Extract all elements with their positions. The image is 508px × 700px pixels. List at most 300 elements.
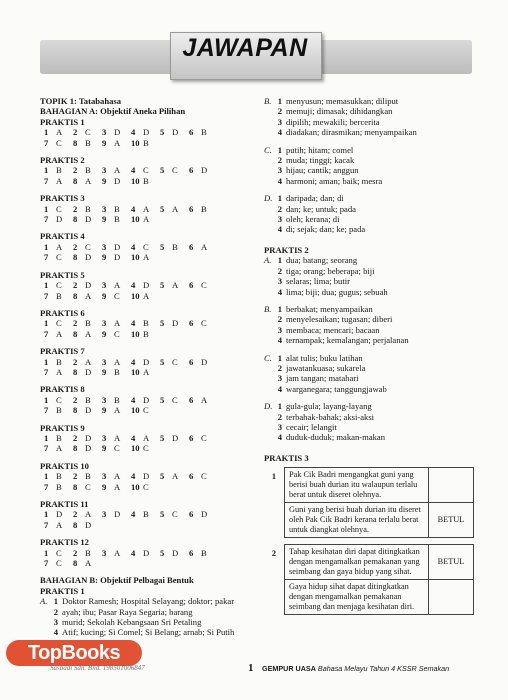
group-label bbox=[40, 607, 52, 617]
answer-number: 4 bbox=[131, 280, 136, 291]
answer-number: 6 bbox=[189, 127, 194, 138]
answer-item bbox=[160, 433, 189, 443]
answer-letter: D bbox=[114, 127, 121, 138]
answer-letter: B bbox=[85, 137, 91, 148]
answer-letter: C bbox=[114, 328, 120, 339]
answer-item bbox=[131, 405, 160, 415]
answer-letter: A bbox=[114, 432, 121, 443]
answer-letter: D bbox=[56, 214, 63, 225]
answer-number: 8 bbox=[73, 405, 78, 416]
item-text: membaca; mencari; bacaan bbox=[286, 324, 380, 335]
answer-number: 8 bbox=[73, 290, 78, 301]
answer-number: 2 bbox=[73, 165, 78, 176]
answer-row bbox=[40, 127, 258, 137]
answer-item bbox=[189, 204, 218, 214]
answer-item bbox=[73, 252, 102, 262]
answer-item bbox=[73, 471, 102, 481]
group-label bbox=[264, 325, 276, 335]
answer-row bbox=[40, 548, 258, 558]
answer-letter: A bbox=[56, 443, 63, 454]
answer-letter: A bbox=[114, 318, 121, 329]
answer-item bbox=[160, 204, 189, 214]
answer-number: 3 bbox=[102, 203, 107, 214]
answer-item bbox=[73, 318, 102, 328]
answer-letter: D bbox=[201, 356, 208, 367]
answer-item bbox=[102, 138, 131, 148]
table-row bbox=[264, 468, 474, 503]
answer-number: 6 bbox=[189, 471, 194, 482]
answer-item bbox=[102, 471, 131, 481]
item-number: 4 bbox=[53, 627, 58, 638]
answer-number: 9 bbox=[102, 175, 107, 186]
item-text: hijau; cantik; anggun bbox=[286, 165, 359, 176]
answer-item bbox=[102, 433, 131, 443]
answer-item bbox=[44, 405, 73, 415]
praktis-heading: PRAKTIS 3 bbox=[40, 193, 85, 204]
group-label bbox=[264, 106, 276, 116]
answer-letter: A bbox=[85, 558, 92, 569]
list-item bbox=[40, 627, 258, 637]
answer-item bbox=[102, 395, 131, 405]
list-item bbox=[264, 255, 474, 265]
item-number: 1 bbox=[277, 255, 282, 266]
answer-item bbox=[189, 280, 218, 290]
right-column bbox=[264, 96, 474, 615]
answer-item bbox=[189, 242, 218, 252]
answer-item bbox=[44, 433, 73, 443]
answer-letter: B bbox=[114, 394, 120, 405]
answer-item bbox=[44, 127, 73, 137]
answer-number: 10 bbox=[131, 214, 140, 225]
answer-row bbox=[40, 252, 258, 262]
answer-number: 8 bbox=[73, 519, 78, 530]
list-item bbox=[264, 224, 474, 234]
list-item bbox=[264, 335, 474, 345]
list-item bbox=[264, 304, 474, 314]
answer-number: 8 bbox=[73, 175, 78, 186]
item-number: 4 bbox=[277, 286, 282, 297]
sentence-cell: Gaya hidup sihat dapat ditingkatkan dengan mengamalkan pemakanan seimbang dan menjaga kesihatan diri. bbox=[285, 580, 429, 615]
question-number: 1 bbox=[271, 471, 277, 481]
answer-number: 1 bbox=[44, 471, 49, 482]
answer-number: 7 bbox=[44, 558, 49, 569]
answer-number: 4 bbox=[131, 203, 136, 214]
answer-number: 6 bbox=[189, 547, 194, 558]
item-number: 1 bbox=[53, 596, 58, 607]
group-label bbox=[264, 165, 276, 175]
answer-letter: C bbox=[85, 127, 91, 138]
group-label bbox=[264, 266, 276, 276]
answer-item bbox=[131, 471, 160, 481]
answer-item bbox=[189, 127, 218, 137]
answer-item bbox=[189, 165, 218, 175]
answer-letter: A bbox=[172, 203, 179, 214]
answer-item bbox=[131, 127, 160, 137]
answer-letter: A bbox=[56, 241, 63, 252]
item-number: 3 bbox=[277, 276, 282, 287]
answer-item bbox=[102, 405, 131, 415]
list-item bbox=[40, 596, 258, 606]
answer-letter: D bbox=[172, 547, 179, 558]
answer-item bbox=[189, 395, 218, 405]
table-row bbox=[264, 580, 474, 615]
answer-number: 9 bbox=[102, 137, 107, 148]
footer-publisher-note: Sasbadi Sdn. Bhd. 198501006847 bbox=[50, 664, 145, 672]
answer-item bbox=[44, 471, 73, 481]
item-text: gula-gula; layang-layang bbox=[286, 401, 372, 412]
answer-item bbox=[160, 395, 189, 405]
list-item bbox=[264, 314, 474, 324]
answer-letter: D bbox=[143, 127, 150, 138]
answer-item bbox=[73, 204, 102, 214]
praktis1-continued-groups bbox=[264, 96, 474, 235]
item-text: memuji; dimasak; dihidangkan bbox=[286, 106, 393, 117]
answer-number: 8 bbox=[73, 481, 78, 492]
item-number: 1 bbox=[277, 303, 282, 314]
answer-number: 5 bbox=[160, 547, 165, 558]
answer-item bbox=[102, 509, 131, 519]
answer-item bbox=[102, 548, 131, 558]
answer-item bbox=[160, 357, 189, 367]
answer-item bbox=[189, 318, 218, 328]
answer-number: 3 bbox=[102, 547, 107, 558]
answer-item bbox=[102, 291, 131, 301]
list-item bbox=[264, 214, 474, 224]
answer-number: 1 bbox=[44, 318, 49, 329]
list-item bbox=[264, 106, 474, 116]
answer-number: 2 bbox=[73, 203, 78, 214]
item-number: 3 bbox=[277, 421, 282, 432]
answer-item bbox=[44, 138, 73, 148]
item-text: selaras; lima; butir bbox=[286, 276, 350, 287]
answer-row bbox=[40, 443, 258, 453]
answer-number: 1 bbox=[44, 356, 49, 367]
group-label: B. bbox=[264, 96, 272, 106]
group-label bbox=[264, 384, 276, 394]
item-number: 4 bbox=[277, 224, 282, 235]
answer-letter: D bbox=[143, 356, 150, 367]
answer-item bbox=[189, 509, 218, 519]
answer-number: 10 bbox=[131, 328, 140, 339]
answer-number: 4 bbox=[131, 318, 136, 329]
page-title: JAWAPAN bbox=[182, 34, 308, 62]
answer-item bbox=[102, 165, 131, 175]
answer-letter: D bbox=[85, 432, 92, 443]
praktis2-groups bbox=[264, 255, 474, 443]
group-label bbox=[264, 155, 276, 165]
answer-item bbox=[73, 405, 102, 415]
answer-letter: C bbox=[143, 405, 149, 416]
list-item bbox=[40, 617, 258, 627]
answer-item bbox=[160, 471, 189, 481]
answer-item bbox=[131, 165, 160, 175]
list-item bbox=[264, 127, 474, 137]
answer-row bbox=[40, 242, 258, 252]
item-text: ayah; ibu; Pasar Raya Segaria; barang bbox=[62, 606, 193, 617]
answer-letter: D bbox=[85, 214, 92, 225]
answer-number: 9 bbox=[102, 252, 107, 263]
answer-letter: A bbox=[201, 394, 208, 405]
praktis-heading: PRAKTIS 2 bbox=[40, 155, 85, 166]
answer-number: 8 bbox=[73, 558, 78, 569]
item-number: 1 bbox=[277, 96, 282, 106]
item-text: menyelesaikan; tugasan; diberi bbox=[286, 314, 393, 325]
answer-item bbox=[131, 329, 160, 339]
section-b-praktis-heading: PRAKTIS 1 bbox=[40, 585, 85, 596]
answer-number: 7 bbox=[44, 137, 49, 148]
list-item bbox=[264, 176, 474, 186]
answer-number: 4 bbox=[131, 241, 136, 252]
answer-letter: C bbox=[56, 203, 62, 214]
topic-heading: TOPIK 1: Tatabahasa bbox=[40, 96, 122, 106]
answer-letter: C bbox=[56, 137, 62, 148]
group-label bbox=[264, 276, 276, 286]
answer-number: 10 bbox=[131, 252, 140, 263]
group-label bbox=[40, 627, 52, 637]
group-spacer bbox=[264, 138, 474, 145]
answer-number: 1 bbox=[44, 394, 49, 405]
answer-item bbox=[102, 318, 131, 328]
answer-number: 6 bbox=[189, 241, 194, 252]
answer-letter: C bbox=[56, 558, 62, 569]
answer-item bbox=[73, 482, 102, 492]
table-row bbox=[264, 503, 474, 538]
group-label bbox=[264, 432, 276, 442]
answer-letter: D bbox=[172, 432, 179, 443]
answer-number: 7 bbox=[44, 519, 49, 530]
item-text: duduk-duduk; makan-makan bbox=[286, 432, 386, 443]
answer-number: 7 bbox=[44, 175, 49, 186]
answer-item bbox=[44, 214, 73, 224]
answer-row bbox=[40, 395, 258, 405]
answer-letter: C bbox=[143, 241, 149, 252]
answer-number: 5 bbox=[160, 509, 165, 520]
answer-number: 9 bbox=[102, 290, 107, 301]
answer-number: 3 bbox=[102, 165, 107, 176]
answer-item bbox=[73, 280, 102, 290]
item-text: jam tangan; matahari bbox=[286, 373, 359, 384]
answer-letter: C bbox=[56, 318, 62, 329]
group-label: C. bbox=[264, 144, 272, 155]
answer-row bbox=[40, 165, 258, 175]
item-number: 1 bbox=[277, 193, 282, 204]
answer-letter: D bbox=[114, 175, 121, 186]
item-text: terbahak-bahak; aksi-aksi bbox=[286, 411, 375, 422]
answer-letter: D bbox=[85, 519, 92, 530]
answer-item bbox=[102, 204, 131, 214]
list-item bbox=[264, 266, 474, 276]
praktis3-table bbox=[264, 467, 474, 615]
praktis3-heading: PRAKTIS 3 bbox=[264, 452, 309, 463]
answer-row bbox=[40, 214, 258, 224]
verdict-cell bbox=[429, 580, 474, 615]
answer-number: 1 bbox=[44, 547, 49, 558]
list-item bbox=[264, 145, 474, 155]
answer-letter: A bbox=[85, 356, 92, 367]
answer-number: 5 bbox=[160, 203, 165, 214]
answer-item bbox=[73, 443, 102, 453]
answer-letter: C bbox=[56, 394, 62, 405]
answer-number: 7 bbox=[44, 214, 49, 225]
group-label: A. bbox=[264, 255, 272, 266]
answer-number: 3 bbox=[102, 471, 107, 482]
answer-item bbox=[160, 127, 189, 137]
footer-book-title bbox=[262, 664, 449, 673]
item-number: 3 bbox=[277, 214, 282, 225]
answer-item bbox=[102, 482, 131, 492]
group-label: C. bbox=[264, 352, 272, 363]
answer-letter: A bbox=[143, 203, 150, 214]
answer-number: 2 bbox=[73, 127, 78, 138]
answer-number: 5 bbox=[160, 356, 165, 367]
answer-number: 8 bbox=[73, 214, 78, 225]
answer-item bbox=[73, 433, 102, 443]
answer-row bbox=[40, 558, 258, 568]
answer-number: 4 bbox=[131, 127, 136, 138]
answer-letter: D bbox=[143, 394, 150, 405]
answer-item bbox=[44, 443, 73, 453]
answer-item bbox=[131, 291, 160, 301]
answer-number: 9 bbox=[102, 328, 107, 339]
item-text: Doktor Ramesh; Hospital Selayang; doktor; pakar bbox=[62, 596, 235, 607]
sentence-cell: Guni yang berisi buah durian itu diseret oleh Pak Cik Badri kerana terlalu berat untuk diangkat olehnya. bbox=[285, 503, 429, 538]
group-label bbox=[264, 287, 276, 297]
answer-letter: C bbox=[56, 252, 62, 263]
item-number: 2 bbox=[277, 411, 282, 422]
answer-number: 3 bbox=[102, 356, 107, 367]
praktis-heading: PRAKTIS 6 bbox=[40, 307, 85, 318]
answer-letter: D bbox=[143, 280, 150, 291]
answer-number: 8 bbox=[73, 252, 78, 263]
group-label bbox=[40, 617, 52, 627]
answer-item bbox=[102, 280, 131, 290]
answer-number: 3 bbox=[102, 394, 107, 405]
answer-letter: B bbox=[56, 165, 62, 176]
praktis-list bbox=[40, 117, 258, 569]
sentence-cell: Tahap kesihatan diri dapat ditingkatkan dengan mengamalkan pemakanan yang seimbang dan gaya hidup yang sihat. bbox=[285, 545, 429, 580]
item-text: diadakan; dirasmikan; menyampaikan bbox=[286, 127, 417, 138]
item-text: murid; Sekolah Kebangsaan Sri Petaling bbox=[62, 617, 202, 628]
answer-number: 10 bbox=[131, 290, 140, 301]
answer-item bbox=[131, 214, 160, 224]
answer-number: 9 bbox=[102, 366, 107, 377]
answer-number: 4 bbox=[131, 547, 136, 558]
answer-item bbox=[102, 443, 131, 453]
answer-item bbox=[73, 509, 102, 519]
group-label bbox=[264, 117, 276, 127]
answer-letter: A bbox=[56, 175, 63, 186]
answer-item bbox=[44, 329, 73, 339]
answer-item bbox=[189, 357, 218, 367]
answer-item bbox=[160, 318, 189, 328]
answer-number: 7 bbox=[44, 366, 49, 377]
answer-number: 1 bbox=[44, 203, 49, 214]
answer-letter: B bbox=[114, 203, 120, 214]
group-label bbox=[264, 373, 276, 383]
item-text: dan; ke; untuk; pada bbox=[286, 203, 356, 214]
list-item bbox=[264, 193, 474, 203]
answer-item bbox=[73, 176, 102, 186]
answer-row bbox=[40, 471, 258, 481]
answer-number: 10 bbox=[131, 443, 140, 454]
item-number: 4 bbox=[277, 335, 282, 346]
answer-letter: A bbox=[114, 137, 121, 148]
answer-row bbox=[40, 329, 258, 339]
answer-row bbox=[40, 291, 258, 301]
answer-letter: D bbox=[172, 127, 179, 138]
verdict-cell: BETUL bbox=[429, 545, 474, 580]
answer-letter: B bbox=[143, 328, 149, 339]
answer-letter: A bbox=[114, 356, 121, 367]
answer-number: 1 bbox=[44, 432, 49, 443]
item-text: Atif; kucing; Si Comel; Si Belang; arnab; Si Putih bbox=[62, 627, 235, 638]
answer-number: 2 bbox=[73, 394, 78, 405]
answer-number: 10 bbox=[131, 366, 140, 377]
answer-letter: A bbox=[143, 252, 150, 263]
list-item bbox=[264, 325, 474, 335]
item-number: 2 bbox=[277, 265, 282, 276]
item-text: harmoni; aman; baik; mesra bbox=[286, 175, 383, 186]
answer-item bbox=[131, 204, 160, 214]
answer-number: 3 bbox=[102, 318, 107, 329]
answer-letter: B bbox=[56, 290, 62, 301]
answer-number: 4 bbox=[131, 509, 136, 520]
answer-item bbox=[160, 280, 189, 290]
answer-item bbox=[131, 242, 160, 252]
answer-letter: D bbox=[56, 509, 63, 520]
answer-letter: C bbox=[172, 394, 178, 405]
answer-number: 7 bbox=[44, 252, 49, 263]
answer-letter: A bbox=[143, 366, 150, 377]
list-item bbox=[264, 432, 474, 442]
answer-letter: A bbox=[85, 175, 92, 186]
answer-item bbox=[44, 165, 73, 175]
answer-number: 5 bbox=[160, 241, 165, 252]
answer-item bbox=[189, 433, 218, 443]
watermark-text: TopBooks bbox=[27, 642, 121, 664]
answer-item bbox=[44, 242, 73, 252]
answer-number: 6 bbox=[189, 394, 194, 405]
answer-item bbox=[102, 214, 131, 224]
answer-letter: A bbox=[85, 509, 92, 520]
answer-letter: A bbox=[56, 519, 63, 530]
section-a-heading: BAHAGIAN A: Objektif Aneka Pilihan bbox=[40, 106, 186, 117]
answer-item bbox=[73, 367, 102, 377]
answer-letter: B bbox=[143, 175, 149, 186]
answer-number: 2 bbox=[73, 318, 78, 329]
answer-letter: B bbox=[85, 471, 91, 482]
answer-letter: B bbox=[201, 547, 207, 558]
item-text: putih; hitam; comel bbox=[286, 144, 354, 155]
item-text: dua; batang; seorang bbox=[286, 255, 358, 266]
item-text: jawatankuasa; sukarela bbox=[286, 362, 366, 373]
answer-letter: C bbox=[201, 318, 207, 329]
answer-item bbox=[131, 367, 160, 377]
verdict-cell: BETUL bbox=[429, 503, 474, 538]
group-label bbox=[264, 204, 276, 214]
answer-letter: B bbox=[201, 203, 207, 214]
answer-number: 7 bbox=[44, 290, 49, 301]
section-b-groups bbox=[40, 596, 258, 638]
item-number: 2 bbox=[277, 155, 282, 166]
answer-number: 3 bbox=[102, 509, 107, 520]
answer-letter: C bbox=[56, 547, 62, 558]
list-item bbox=[264, 373, 474, 383]
answer-item bbox=[131, 280, 160, 290]
answer-item bbox=[131, 395, 160, 405]
answer-number: 6 bbox=[189, 165, 194, 176]
answer-row bbox=[40, 433, 258, 443]
